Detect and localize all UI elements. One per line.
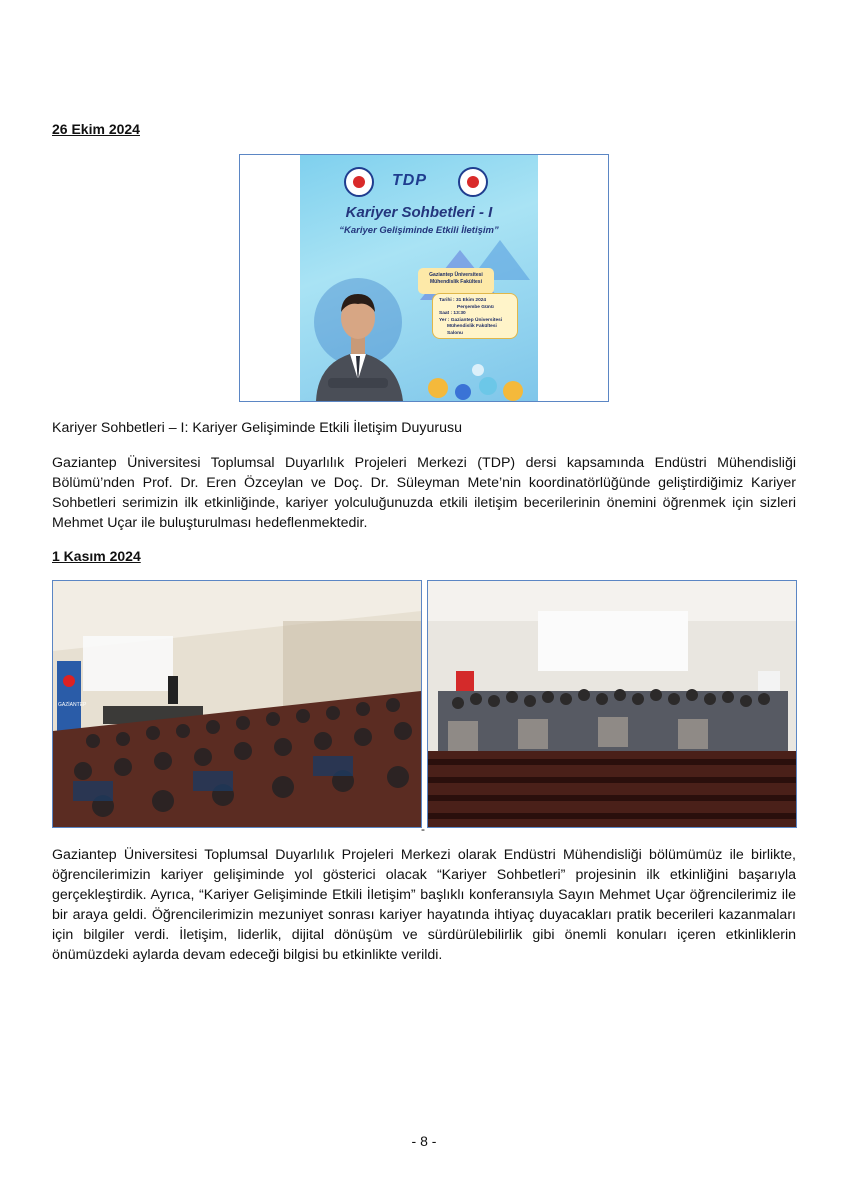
speaker-photo: [308, 260, 408, 401]
university-logo: [458, 167, 488, 197]
seminar-audience-photo: [52, 580, 422, 828]
gears-graphic: [418, 360, 538, 401]
detail-line: Saat : 13:30: [439, 311, 466, 316]
event-details-box: [432, 293, 518, 339]
banner-text: GAZİANTEP: [58, 702, 87, 708]
section-date-heading: 26 Ekim 2024: [52, 121, 140, 137]
detail-line: Yer : Gaziantep Üniversitesi: [439, 317, 503, 323]
poster-title: Kariyer Sohbetleri - I: [345, 204, 493, 221]
university-logo: [344, 167, 374, 197]
event-summary-paragraph: Gaziantep Üniversitesi Toplumsal Duyarlılık Projeleri Merkezi olarak Endüstri Mühendisliği bölümümüz ile birlikte, öğrencilerimizin kariyer gelişiminde yol gösterici olacak “Kariyer Sohbetleri” projesinin ilk etkinliğini başarıyla gerçekleştirdik. Ayrıca, “Kariyer Gelişiminde Etkili İletişim” başlıklı konferansıyla Sayın Mehmet Uçar öğrencilerimiz ile bir araya geldi. Öğrencilerimizin mezuniyet sonrası kariyer hayatında ihtiyaç duyacakları pratik becerileri kazanmaları için bilgiler verdi. İletişim, liderlik, dijital dönüşüm ve sürdürülebilirlik gibi önemli konuları içeren etkinliklerin önümüzdeki aylarda devam edeceği bilgisi bu etkinlikte verildi.: [52, 847, 796, 963]
event-poster-frame: [239, 154, 609, 402]
group-photo: [427, 580, 797, 828]
poster-caption: Kariyer Sohbetleri – I: Kariyer Gelişiminde Etkili İletişim Duyurusu: [52, 420, 463, 436]
intro-paragraph: Gaziantep Üniversitesi Toplumsal Duyarlılık Projeleri Merkezi (TDP) dersi kapsamında Endüstri Mühendisliği Bölümü’nden Prof. Dr. Eren Özceylan ve Doç. Dr. Süleyman Mete’nin koordinatörlüğünde geliştirdiğimiz Kariyer Sohbetleri serimizin ilk etkinliğinde, kariyer yolculuğunuzda etkili iletişim becerilerinin önemini öğrenmek için sizleri Mehmet Uçar ile buluşturulması hedeflenmektedir.: [52, 455, 796, 531]
detail-line: Perşembe Günü: [457, 304, 494, 310]
page-number: - 8 -: [411, 1133, 437, 1149]
detail-line: Tarihi : 31 Ekim 2024: [439, 298, 487, 303]
separator: -: [421, 822, 425, 836]
tdp-logo: TDP: [392, 172, 427, 189]
poster-subtitle: “Kariyer Gelişiminde Etkili İletişim”: [339, 225, 499, 236]
venue-box: Gaziantep Üniversitesi Mühendislik Fakültesi: [418, 268, 494, 294]
detail-line: Mühendislik Fakültesi Salonu: [447, 324, 497, 336]
section-date-heading: 1 Kasım 2024: [52, 548, 141, 564]
event-poster: [300, 155, 538, 401]
